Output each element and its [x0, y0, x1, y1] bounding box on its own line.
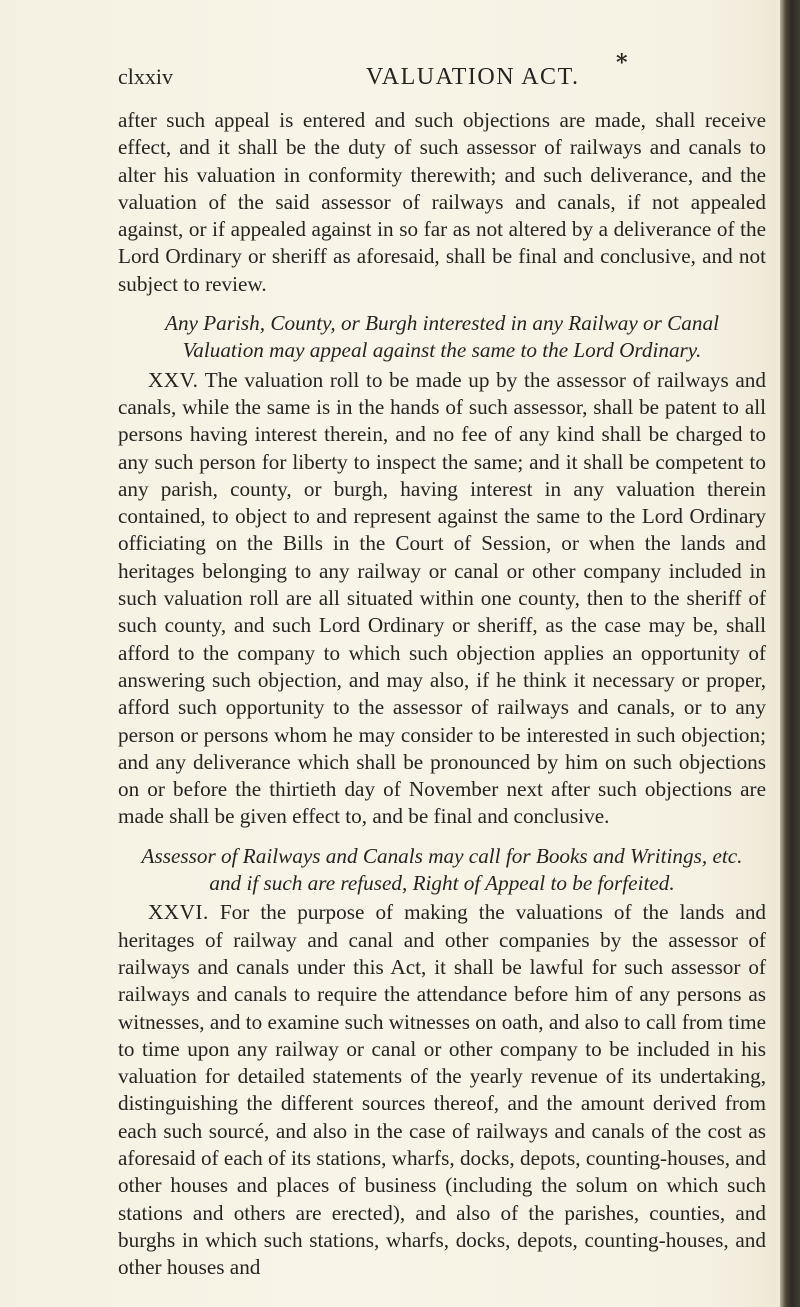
section-25	[118, 367, 766, 831]
asterisk-mark: *	[616, 50, 628, 76]
paragraph-continued: after such appeal is entered and such objections are made, shall receive effect, and it shall be the duty of such assessor of railways and canals to alter his valuation in conformity therewith; and such deliverance, and the valuation of the said assessor of railways and canals, if not appealed against, or if appealed against in so far as not altered by a deliverance of the Lord Ordinary or sheriff as aforesaid, shall be final and conclusive, and not subject to review.	[118, 108, 766, 296]
section-number-25: XXV.	[148, 367, 199, 392]
running-header	[118, 50, 758, 96]
section-heading-26: Assessor of Railways and Canals may call for Books and Writings, etc. and if such are refused, Right of Appeal to be forfeited.	[141, 843, 743, 896]
running-title: VALUATION ACT.	[366, 64, 580, 90]
section-26-text: For the purpose of making the valuations of the lands and heritages of railway and canal and other companies by the assessor of railways and canals under this Act, it shall be lawful for such assessor of railways and canals to require the attendance before him of any persons as witnesses, and to examine such witnesses on oath, and also to call from time to time upon any railway or canal or other company to be included in his valuation for detailed statements of the yearly revenue of its undertaking, distinguishing the different sources thereof, and the amount derived from each such sourcé, and also in the case of railways and canals of the cost as aforesaid of each of its stations, wharfs, docks, depots, counting-houses, and other houses and places of business (including the solum on which such stations and others are erected), and also of the parishes, counties, and burghs in which such stations, wharfs, docks, depots, counting-houses, and other houses and	[118, 900, 767, 1280]
section-number-26: XXVI.	[148, 900, 209, 925]
section-26	[118, 899, 766, 1281]
body-text	[118, 107, 766, 1281]
section-25-text: The valuation roll to be made up by the assessor of railways and canals, while the same is in the hands of such assessor, shall be patent to all persons having interest therein, and no fee of any kind shall be charged to any such person for liberty to inspect the same; and it shall be competent to any parish, county, or burgh, having interest in any valuation therein contained, to object to and represent against the same to the Lord Ordinary officiating on the Bills in the Court of Session, or when the lands and heritages belonging to any railway or canal or other company included in such valuation roll are all situated within one county, then to the sheriff of such county, and such Lord Ordinary or sheriff, as the case may be, shall afford to the company to which such objection applies an opportunity of answering such objection, and may also, if he think it necessary or proper, afford such opportunity to the assessor of railways and canals, or to any person or persons whom he may consider to be interested in such objection; and any deliverance which shall be pronounced by him on such objections on or before the thirtieth day of November next after such objections are made shall be given effect to, and be final and conclusive.	[118, 367, 766, 829]
page-number: clxxiv	[118, 64, 173, 89]
page-edge-shadow	[780, 0, 800, 1307]
section-heading-25: Any Parish, County, or Burgh interested in any Railway or Canal Valuation may appeal against the same to the Lord Ordinary.	[165, 311, 719, 363]
